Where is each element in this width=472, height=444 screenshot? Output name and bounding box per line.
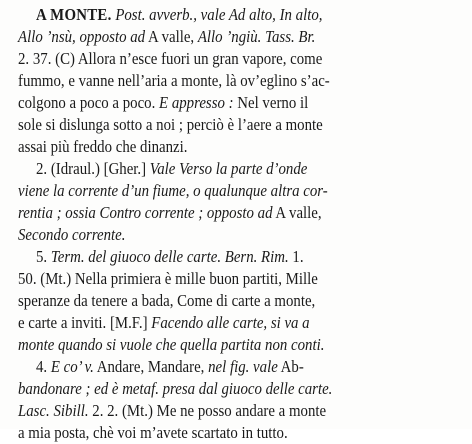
italic-text: rentia ; ossia Contro corrente ; opposto ad — [18, 203, 273, 222]
text-segment: 1. — [288, 247, 304, 266]
italic-text: E appresso : — [159, 93, 234, 112]
text-line — [18, 378, 465, 400]
text-segment: sole si dislunga sotto a noi ; perciò è l’aere a monte — [18, 115, 323, 134]
text-line — [18, 114, 465, 136]
italic-text: Post. avverb., vale Ad alto, In alto, — [115, 5, 323, 24]
text-line — [18, 136, 465, 158]
text-line — [18, 290, 465, 312]
text-line — [18, 312, 465, 334]
text-segment: speranze da tenere a bada, Come di carte a monte, — [18, 291, 316, 310]
text-segment: 2. 2. (Mt.) Me ne posso andare a monte — [88, 401, 327, 420]
text-line — [18, 70, 465, 92]
text-line — [18, 400, 465, 422]
text-segment: 4. — [36, 357, 51, 376]
text-line — [18, 92, 465, 114]
text-segment: assai più freddo che dinanzi. — [18, 137, 188, 156]
italic-text: Secondo corrente. — [18, 225, 126, 244]
text-line — [18, 180, 465, 202]
italic-text: nel fig. vale — [208, 357, 278, 376]
text-segment: 50. (Mt.) Nella primiera è mille buon partiti, Mille — [18, 269, 318, 288]
italic-text: Allo ’ngiù. Tass. Br. — [197, 27, 316, 46]
text-line — [18, 202, 465, 224]
italic-text: viene la corrente d’un fiume, o qualunque altra cor- — [18, 181, 328, 200]
headword: A MONTE. — [36, 5, 112, 24]
text-segment: Andare, Mandare, — [93, 357, 209, 376]
italic-text: E co’ v. — [50, 357, 94, 376]
italic-text: Vale Verso la parte d’onde — [149, 159, 308, 178]
text-segment: 5. — [36, 247, 51, 266]
text-line — [18, 26, 465, 48]
text-line — [18, 4, 465, 26]
text-line — [18, 268, 465, 290]
text-segment: e carte a inviti. [M.F.] — [18, 313, 152, 332]
italic-text: Lasc. Sibill. — [18, 401, 89, 420]
italic-text: Term. del giuoco delle carte. Bern. Rim. — [50, 247, 289, 266]
italic-text: Facendo alle carte, si va a — [151, 313, 310, 332]
text-segment: colgono a poco a poco. — [18, 93, 160, 112]
text-line — [18, 246, 465, 268]
text-line — [18, 224, 465, 246]
text-segment: fummo, e vanne nell’aria a monte, là ov’eglino s’ac- — [18, 71, 330, 90]
italic-text: Allo ’nsù, opposto ad — [18, 27, 146, 46]
italic-text: bandonare ; ed è metaf. presa dal giuoco delle carte. — [18, 379, 333, 398]
text-segment: 2. 37. (C) Allora n’esce fuori un gran vapore, come — [18, 49, 323, 68]
text-segment: Nel verno il — [233, 93, 309, 112]
text-line — [18, 356, 465, 378]
text-segment: A valle, — [145, 27, 198, 46]
italic-text: monte quando si vuole che quella partita non conti. — [18, 335, 325, 354]
text-line — [18, 48, 465, 70]
text-segment: Ab- — [277, 357, 304, 376]
text-segment: a mia posta, chè voi m’avete scartato in tutto. — [18, 423, 288, 442]
text-line — [18, 334, 465, 356]
text-line — [18, 158, 465, 180]
text-line — [18, 422, 465, 444]
text-segment: 2. (Idraul.) [Gher.] — [36, 159, 150, 178]
text-segment: A valle, — [272, 203, 322, 222]
